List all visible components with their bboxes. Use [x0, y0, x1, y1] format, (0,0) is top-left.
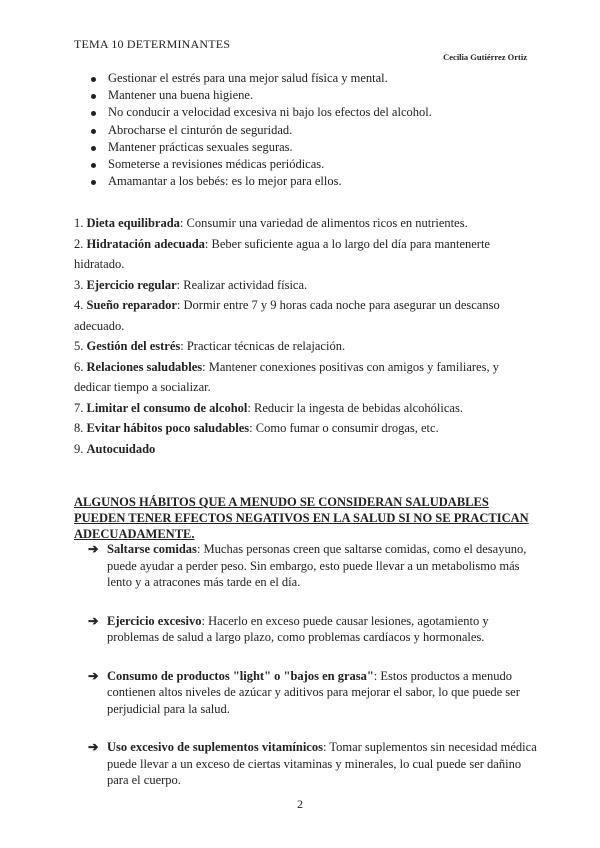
arrow-right-icon: ➔ [88, 740, 99, 754]
numbered-item [74, 398, 534, 419]
arrow-right-icon: ➔ [88, 542, 99, 556]
bullet-text: Mantener una buena higiene. [108, 88, 254, 103]
item-text: : Practicar técnicas de relajación. [180, 339, 346, 353]
arrow-item-text: : Muchas personas creen que saltarse comidas, como el desayuno, puede ayudar a perder peso. Sin embargo, esto puede llevar a un metabolismo más lento y a atracones más tarde en el día. [107, 542, 527, 589]
header-title: TEMA 10 DETERMINANTES [74, 37, 231, 51]
bullet-item [88, 122, 548, 139]
item-number: 6. [74, 359, 84, 374]
arrow-item-text: : Tomar suplementos sin necesidad médica puede llevar a un exceso de ciertas vitaminas y minerales, lo cual puede ser dañino para el cuerpo. [107, 740, 537, 787]
item-text: : Dormir entre 7 y 9 horas cada noche para asegurar un descanso adecuado. [74, 298, 500, 333]
arrow-right-icon: ➔ [88, 613, 99, 628]
arrow-item-title: Saltarse comidas [107, 542, 197, 556]
bullet-dot-icon [91, 77, 96, 82]
bullet-text: Amamantar a los bebés: es lo mejor para ellos. [108, 174, 342, 189]
bullet-dot-icon [91, 146, 96, 151]
bullet-dot-icon [91, 180, 96, 185]
bullet-text: Mantener prácticas sexuales seguras. [108, 139, 293, 154]
arrow-item [88, 668, 538, 718]
item-title: Hidratación adecuada [86, 236, 205, 251]
arrow-list [88, 541, 538, 811]
bullet-text: Someterse a revisiones médicas periódicas. [108, 157, 325, 172]
item-title: Gestión del estrés [86, 339, 181, 353]
item-number: 8. [74, 421, 84, 435]
numbered-item [74, 213, 534, 234]
arrow-item-title: Uso excesivo de suplementos vitamínicos [107, 740, 323, 754]
numbered-item [74, 357, 534, 398]
item-number: 4. [74, 298, 84, 312]
item-text: : Consumir una variedad de alimentos ricos en nutrientes. [179, 216, 468, 230]
numbered-item [74, 234, 534, 275]
bullet-text: No conducir a velocidad excesiva ni bajo los efectos del alcohol. [108, 105, 432, 120]
page-number: 2 [297, 797, 303, 811]
item-title: Relaciones saludables [86, 359, 203, 374]
numbered-item [74, 295, 534, 336]
item-number: 3. [74, 277, 84, 292]
header-author: Cecilia Gutiérrez Ortiz [443, 52, 527, 62]
item-number: 7. [74, 400, 84, 415]
bullet-item [88, 104, 548, 121]
bullet-text: Abrocharse el cinturón de seguridad. [108, 122, 293, 137]
item-number: 5. [74, 339, 84, 353]
bullet-item [88, 156, 548, 173]
arrow-item-text: : Estos productos a menudo contienen altos niveles de azúcar y aditivos para mejorar el sabor, lo que puede ser perjudicial para la salud. [107, 668, 520, 716]
arrow-item-text: : Hacerlo en exceso puede causar lesiones, agotamiento y problemas de salud a largo plazo, como problemas cardíacos y hormonales. [107, 613, 489, 644]
item-number: 2. [74, 236, 84, 251]
item-title: Evitar hábitos poco saludables [86, 421, 250, 435]
numbered-item [74, 439, 534, 460]
item-text: : Mantener conexiones positivas con amigos y familiares, y dedicar tiempo a socializar. [74, 359, 499, 394]
bullet-item [88, 173, 548, 190]
item-title: Ejercicio regular [86, 277, 177, 292]
arrow-item [88, 739, 538, 789]
bullet-dot-icon [91, 111, 96, 116]
item-title: Sueño reparador [86, 298, 177, 312]
numbered-item [74, 275, 534, 296]
arrow-item [88, 541, 538, 591]
numbered-item [74, 418, 534, 439]
arrow-item [88, 613, 538, 646]
item-text: : Como fumar o consumir drogas, etc. [249, 421, 439, 435]
bullet-dot-icon [91, 129, 96, 134]
arrow-item-title: Consumo de productos "light" o "bajos en grasa" [107, 668, 374, 683]
bullet-item [88, 139, 548, 156]
bullet-item [88, 70, 548, 87]
item-text: : Reducir la ingesta de bebidas alcohólicas. [247, 400, 463, 415]
item-number: 9. [74, 441, 84, 456]
arrow-right-icon: ➔ [88, 668, 99, 683]
item-title: Limitar el consumo de alcohol [86, 400, 248, 415]
item-text: : Beber suficiente agua a lo largo del día para mantenerte hidratado. [74, 236, 490, 271]
item-text: : Realizar actividad física. [176, 277, 308, 292]
arrow-item-title: Ejercicio excesivo [107, 613, 202, 628]
bullet-list [88, 70, 548, 190]
numbered-list [74, 213, 534, 459]
bullet-item [88, 87, 548, 104]
bullet-dot-icon [91, 94, 96, 99]
section-heading: ALGUNOS HÁBITOS QUE A MENUDO SE CONSIDERAN SALUDABLES PUEDEN TENER EFECTOS NEGATIVOS EN LA SALUD SI NO SE PRACTICAN ADECUADAMENTE. [74, 495, 529, 541]
item-title: Autocuidado [86, 441, 156, 456]
item-title: Dieta equilibrada [86, 216, 180, 230]
bullet-text: Gestionar el estrés para una mejor salud física y mental. [108, 71, 388, 85]
bullet-dot-icon [91, 163, 96, 168]
item-number: 1. [74, 216, 84, 230]
numbered-item [74, 336, 534, 357]
